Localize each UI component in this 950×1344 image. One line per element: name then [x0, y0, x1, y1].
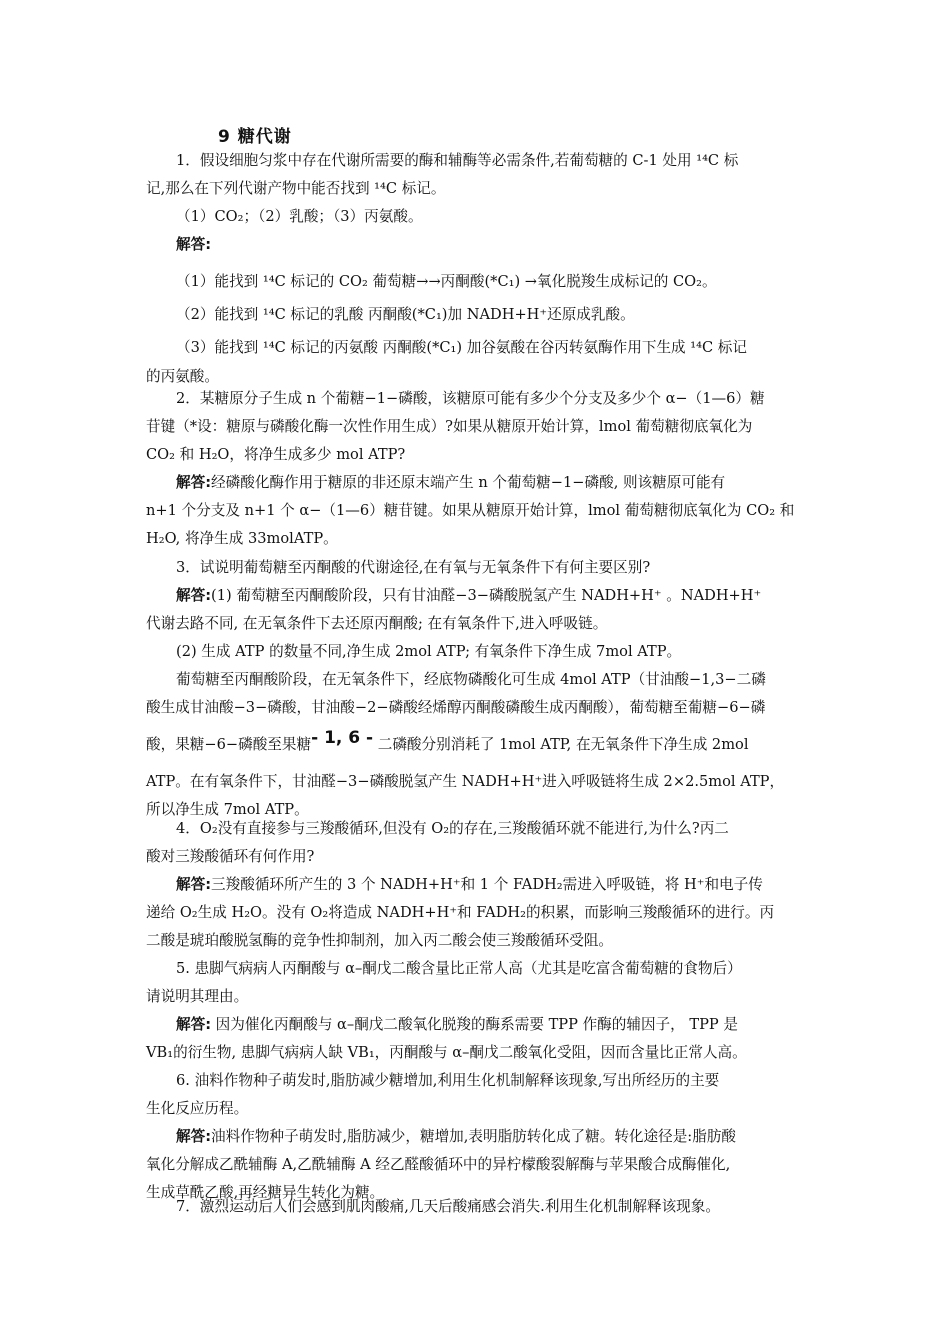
- q2-line-2: 苷键（*设：糖原与磷酸化酶一次性作用生成）?如果从糖原开始计算，lmol 葡萄糖彻底氧化为: [146, 418, 753, 435]
- a2-text-1: 经磷酸化酶作用于糖原的非还原末端产生 n 个葡萄糖−1−磷酸, 则该糖原可能有: [211, 474, 726, 491]
- a4-text-1: 三羧酸循环所产生的 3 个 NADH+H⁺和 1 个 FADH₂需进入呼吸链，将 H⁺和电子传: [211, 876, 763, 893]
- a3-line-6: [146, 722, 808, 768]
- q1-line-2: 记,那么在下列代谢产物中能否找到 ¹⁴C 标记。: [146, 180, 446, 197]
- question-4: [146, 815, 808, 955]
- a3-text-1: (1) 葡萄糖至丙酮酸阶段，只有甘油醛−3−磷酸脱氢产生 NADH+H⁺ 。NADH+H⁺: [211, 587, 762, 604]
- question-6: [146, 1067, 808, 1207]
- q3-line-1: 3．试说明葡萄糖至丙酮酸的代谢途径,在有氧与无氧条件下有何主要区别?: [176, 559, 651, 576]
- section-title: 9 糖代谢: [218, 127, 292, 147]
- q4-answer-label: 解答:: [176, 876, 212, 893]
- question-1: [146, 147, 808, 259]
- a3-line-8: 所以净生成 7mol ATP。: [146, 801, 309, 818]
- q2-line-1: 2．某糖原分子生成 n 个葡糖−1−磷酸，该糖原可能有多少个分支及多少个 α−（1—6）糖: [176, 390, 765, 407]
- a4-line-1: [146, 871, 808, 899]
- a5-text-1: 因为催化丙酮酸与 α–酮戊二酸氧化脱羧的酶系需要 TPP 作酶的辅因子， TPP 是: [211, 1016, 738, 1033]
- answer-1: [146, 268, 808, 391]
- a5-line-1: [146, 1011, 808, 1039]
- question-5: [146, 955, 808, 1067]
- a4-line-2: 递给 O₂生成 H₂O。没有 O₂将造成 NADH+H⁺和 FADH₂的积累，而影响三羧酸循环的进行。丙: [146, 904, 775, 921]
- a1-line-2: （2）能找到 ¹⁴C 标记的乳酸 丙酮酸(*C₁)加 NADH+H⁺还原成乳酸。: [176, 306, 635, 323]
- question-3: [146, 554, 808, 824]
- a3-line-3: (2) 生成 ATP 的数量不同,净生成 2mol ATP; 有氧条件下净生成 7mol ATP。: [176, 643, 682, 660]
- question-7: [146, 1193, 808, 1221]
- q6-line-2: 生化反应历程。: [146, 1100, 249, 1117]
- a3-line-6-pre: 酸，果糖−6−磷酸至果糖: [146, 736, 312, 753]
- question-2: [146, 385, 808, 553]
- q5-line-1: 5. 患脚气病病人丙酮酸与 α–酮戊二酸含量比正常人高（尤其是吃富含葡萄糖的食物后）: [176, 960, 742, 977]
- a1-line-3: （3）能找到 ¹⁴C 标记的丙氨酸 丙酮酸(*C₁) 加谷氨酸在谷丙转氨酶作用下生成 ¹⁴C 标记: [176, 339, 747, 356]
- a3-line-5: 酸生成甘油酸−3−磷酸，甘油酸−2−磷酸经烯醇丙酮酸磷酸生成丙酮酸），葡萄糖至葡糖−6−磷: [146, 699, 766, 716]
- q4-line-1: 4．O₂没有直接参与三羧酸循环,但没有 O₂的存在,三羧酸循环就不能进行,为什么?丙二: [176, 820, 729, 837]
- a4-line-3: 二酸是琥珀酸脱氢酶的竞争性抑制剂，加入丙二酸会使三羧酸循环受阻。: [146, 932, 614, 949]
- a3-line-2: 代谢去路不同, 在无氧条件下去还原丙酮酸; 在有氧条件下,进入呼吸链。: [146, 615, 608, 632]
- fructose-bisphosphate-label: - 1, 6 -: [311, 728, 374, 748]
- a3-line-6-post: 二磷酸分别消耗了 1mol ATP, 在无氧条件下净生成 2mol: [377, 736, 749, 753]
- a1-line-1: （1）能找到 ¹⁴C 标记的 CO₂ 葡萄糖→→丙酮酸(*C₁) →氧化脱羧生成标记的 CO₂。: [176, 273, 717, 290]
- a3-line-4: 葡萄糖至丙酮酸阶段，在无氧条件下，经底物磷酸化可生成 4mol ATP（甘油酸−1,3−二磷: [176, 671, 766, 688]
- a2-line-2: n+1 个分支及 n+1 个 α−（1—6）糖苷键。如果从糖原开始计算，lmol 葡萄糖彻底氧化为 CO₂ 和: [146, 502, 795, 519]
- q1-line-1: 1．假设细胞匀浆中存在代谢所需要的酶和辅酶等必需条件,若葡萄糖的 C-1 处用 ¹⁴C 标: [176, 152, 739, 169]
- q2-answer-label: 解答:: [176, 474, 212, 491]
- a3-line-1: [146, 582, 808, 610]
- a6-line-1: [146, 1123, 808, 1151]
- a6-line-2: 氧化分解成乙酰辅酶 A,乙酰辅酶 A 经乙醛酸循环中的异柠檬酸裂解酶与苹果酸合成酶催化,: [146, 1156, 731, 1173]
- a5-line-2: VB₁的衍生物, 患脚气病病人缺 VB₁，丙酮酸与 α–酮戊二酸氧化受阻，因而含量比正常人高。: [146, 1044, 747, 1061]
- q4-line-2: 酸对三羧酸循环有何作用?: [146, 848, 315, 865]
- q1-options: （1）CO₂；（2）乳酸；（3）丙氨酸。: [176, 208, 423, 225]
- q3-answer-label: 解答:: [176, 587, 212, 604]
- q5-line-2: 请说明其理由。: [146, 988, 249, 1005]
- a3-line-7: ATP。在有氧条件下，甘油醛−3−磷酸脱氢产生 NADH+H⁺进入呼吸链将生成 2×2.5mol ATP，: [146, 773, 785, 790]
- q6-answer-label: 解答:: [176, 1128, 212, 1145]
- a1-line-4: 的丙氨酸。: [146, 368, 219, 385]
- a6-line-3: 生成草酰乙酸,再经糖异生转化为糖。: [146, 1184, 385, 1201]
- q7-line-1: 7．激烈运动后人们会感到肌肉酸痛,几天后酸痛感会消失.利用生化机制解释该现象。: [176, 1198, 720, 1215]
- q5-answer-label: 解答:: [176, 1016, 212, 1033]
- q6-line-1: 6. 油料作物种子萌发时,脂肪减少糖增加,利用生化机制解释该现象,写出所经历的主要: [176, 1072, 720, 1089]
- q1-answer-label: 解答:: [176, 236, 212, 253]
- a2-line-3: H₂O, 将净生成 33molATP。: [146, 530, 338, 547]
- a2-line-1: [146, 469, 808, 497]
- q2-line-3: CO₂ 和 H₂O，将净生成多少 mol ATP?: [146, 446, 406, 463]
- a6-text-1: 油料作物种子萌发时,脂肪减少，糖增加,表明脂肪转化成了糖。转化途径是:脂肪酸: [211, 1128, 737, 1145]
